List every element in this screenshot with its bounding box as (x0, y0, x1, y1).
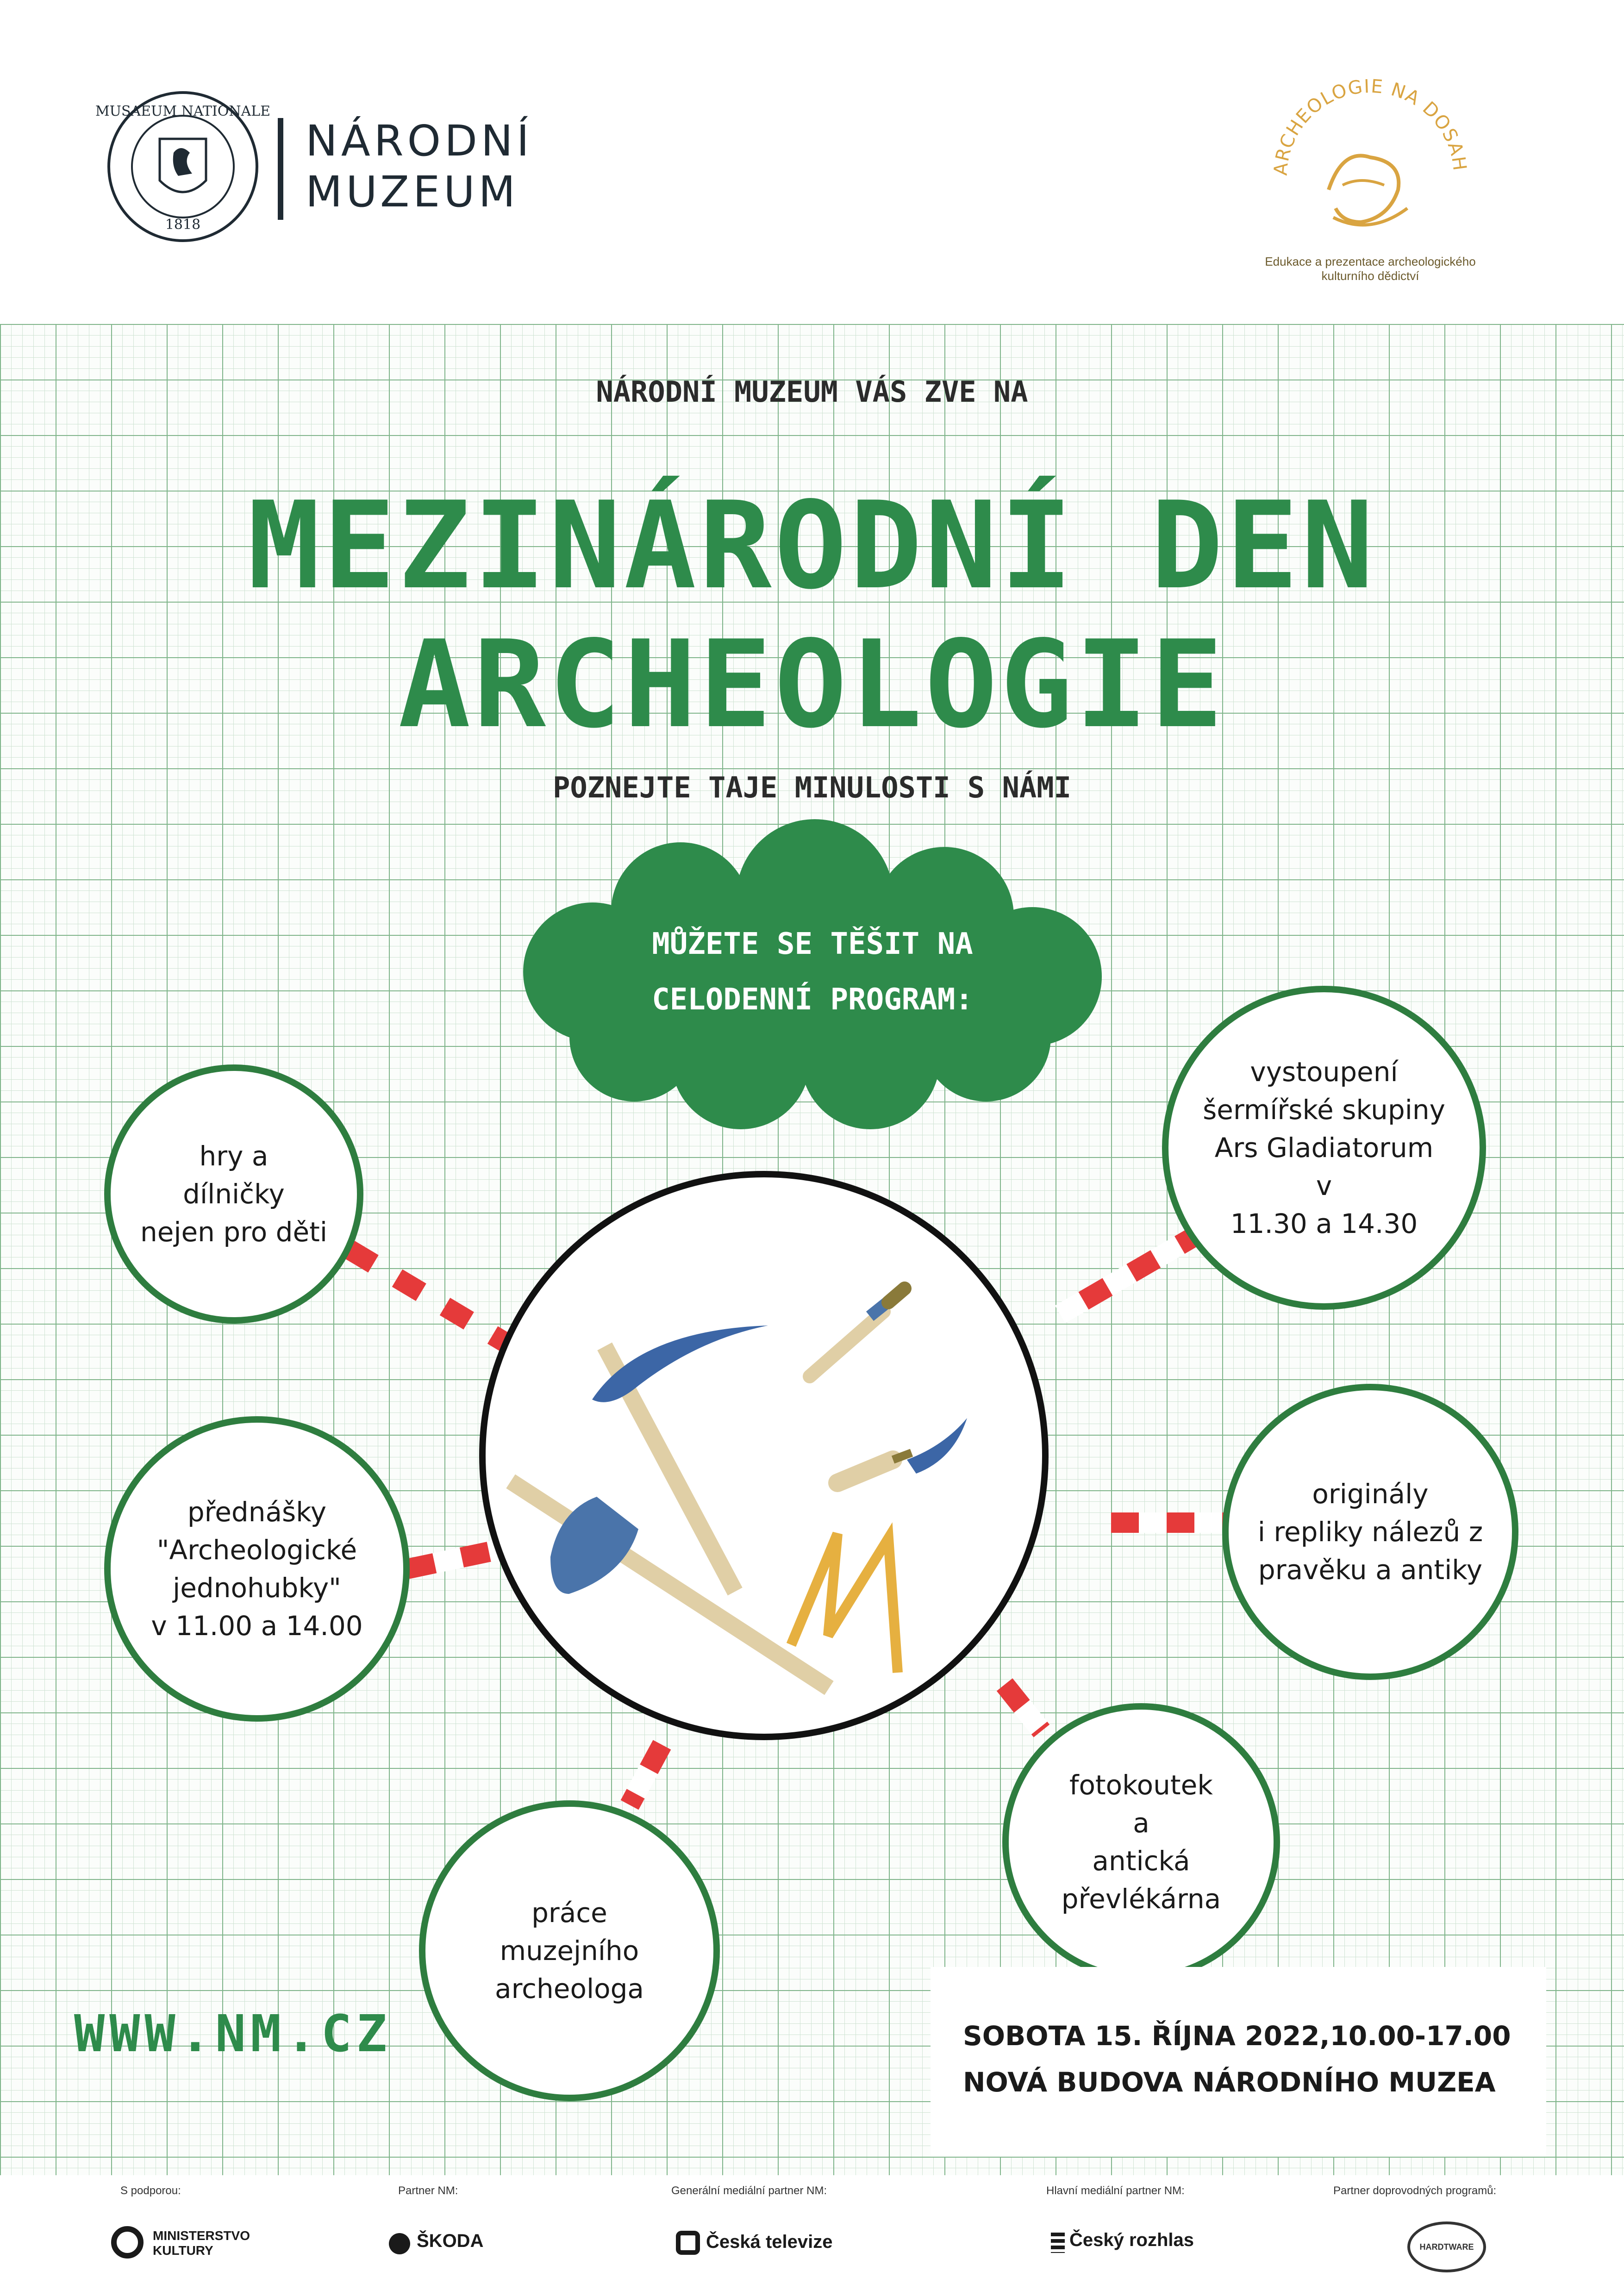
partner-caption-line2: kulturního dědictví (1321, 269, 1419, 283)
program-games (104, 1064, 363, 1324)
event-subtitle: POZNEJTE TAJE MINULOSTI S NÁMI (553, 771, 1071, 804)
sponsor-skoda-label: Partner NM: (398, 2184, 458, 2197)
cloud-text-line2: CELODENNÍ PROGRAM: (652, 983, 973, 1017)
partner-caption-line1: Edukace a prezentace archeologického (1265, 255, 1476, 268)
brush-icon (810, 1288, 905, 1376)
invite-heading: NÁRODNÍ MUZEUM VÁS ZVE NA (596, 375, 1028, 409)
sponsor-cro-label: Hlavní mediální partner NM: (1046, 2184, 1185, 2197)
tools-circle (479, 1171, 1049, 1740)
sponsor-program-label: Partner doprovodných programů: (1333, 2184, 1497, 2197)
svg-text:ARCHEOLOGIE NA DOSAH: ARCHEOLOGIE NA DOSAH (1270, 75, 1471, 176)
sponsor-ct (671, 2184, 912, 2277)
event-info-box (931, 1967, 1546, 2157)
museum-name-line2: MUZEUM (306, 167, 519, 217)
archaeology-tools-icon (486, 1177, 1041, 1733)
sponsor-ministry-name: MINISTERSTVO KULTURY (153, 2228, 250, 2258)
program-originals (1222, 1384, 1518, 1680)
sponsor-skoda-name: ŠKODA (417, 2231, 484, 2251)
program-games-text: hry a dílničky nejen pro děti (140, 1140, 328, 1248)
program-lectures (104, 1416, 410, 1722)
program-fencing-text: vystoupení šermířské skupiny Ars Gladiatorum v 11.30 a 14.30 (1203, 1056, 1445, 1239)
sponsor-ct-name: Česká televize (706, 2232, 833, 2252)
program-originals-text: originály i repliky nálezů z pravěku a antiky (1257, 1478, 1483, 1586)
sponsor-skoda (333, 2184, 574, 2277)
event-date: SOBOTA 15. ŘÍJNA 2022,10.00-17.00 (963, 2020, 1511, 2052)
website-link[interactable]: WWW.NM.CZ (74, 2004, 392, 2063)
museum-name-line1: NÁRODNÍ (306, 116, 533, 166)
program-work-text: práce muzejního archeologa (495, 1897, 644, 2004)
program-partner-logo-text: HARDTWARE (1419, 2242, 1474, 2252)
sponsor-ct-label: Generální mediální partner NM: (671, 2184, 827, 2197)
program-photo-text: fotokoutek a antická převlékárna (1061, 1769, 1221, 1915)
program-partner-logo-icon (1407, 2221, 1486, 2272)
program-fencing (1162, 986, 1486, 1310)
program-photo (1002, 1703, 1280, 1981)
sponsor-cro (1046, 2184, 1287, 2277)
sponsor-cro-name: Český rozhlas (1069, 2230, 1194, 2250)
cloud-text-line1: MŮŽETE SE TĚŠIT NA (652, 927, 973, 961)
event-place: NOVÁ BUDOVA NÁRODNÍHO MUZEA (963, 2066, 1496, 2098)
svg-text:MUSAEUM NATIONALE: MUSAEUM NATIONALE (95, 103, 271, 119)
program-work (419, 1800, 720, 2101)
connector-games (350, 1250, 505, 1342)
trowel-icon (837, 1418, 967, 1483)
svg-text:1818: 1818 (165, 217, 201, 233)
folding-ruler-icon (791, 1534, 898, 1673)
event-title-line2: ARCHEOLOGIE (398, 615, 1226, 755)
sponsor-ministry-label: S podporou: (120, 2184, 181, 2197)
skoda-logo-icon (389, 2233, 410, 2254)
ct-logo-icon (676, 2231, 700, 2255)
ministry-logo-icon (111, 2226, 144, 2259)
cro-logo-icon (1051, 2233, 1065, 2253)
program-lectures-text: přednášky "Archeologické jednohubky" v 11.00 a 14.00 (151, 1496, 363, 1642)
event-title-line1: MEZINÁRODNÍ DEN (248, 476, 1376, 616)
sponsor-program (1333, 2184, 1593, 2286)
sponsor-ministry (56, 2184, 296, 2277)
shovel-icon (506, 1475, 833, 1695)
